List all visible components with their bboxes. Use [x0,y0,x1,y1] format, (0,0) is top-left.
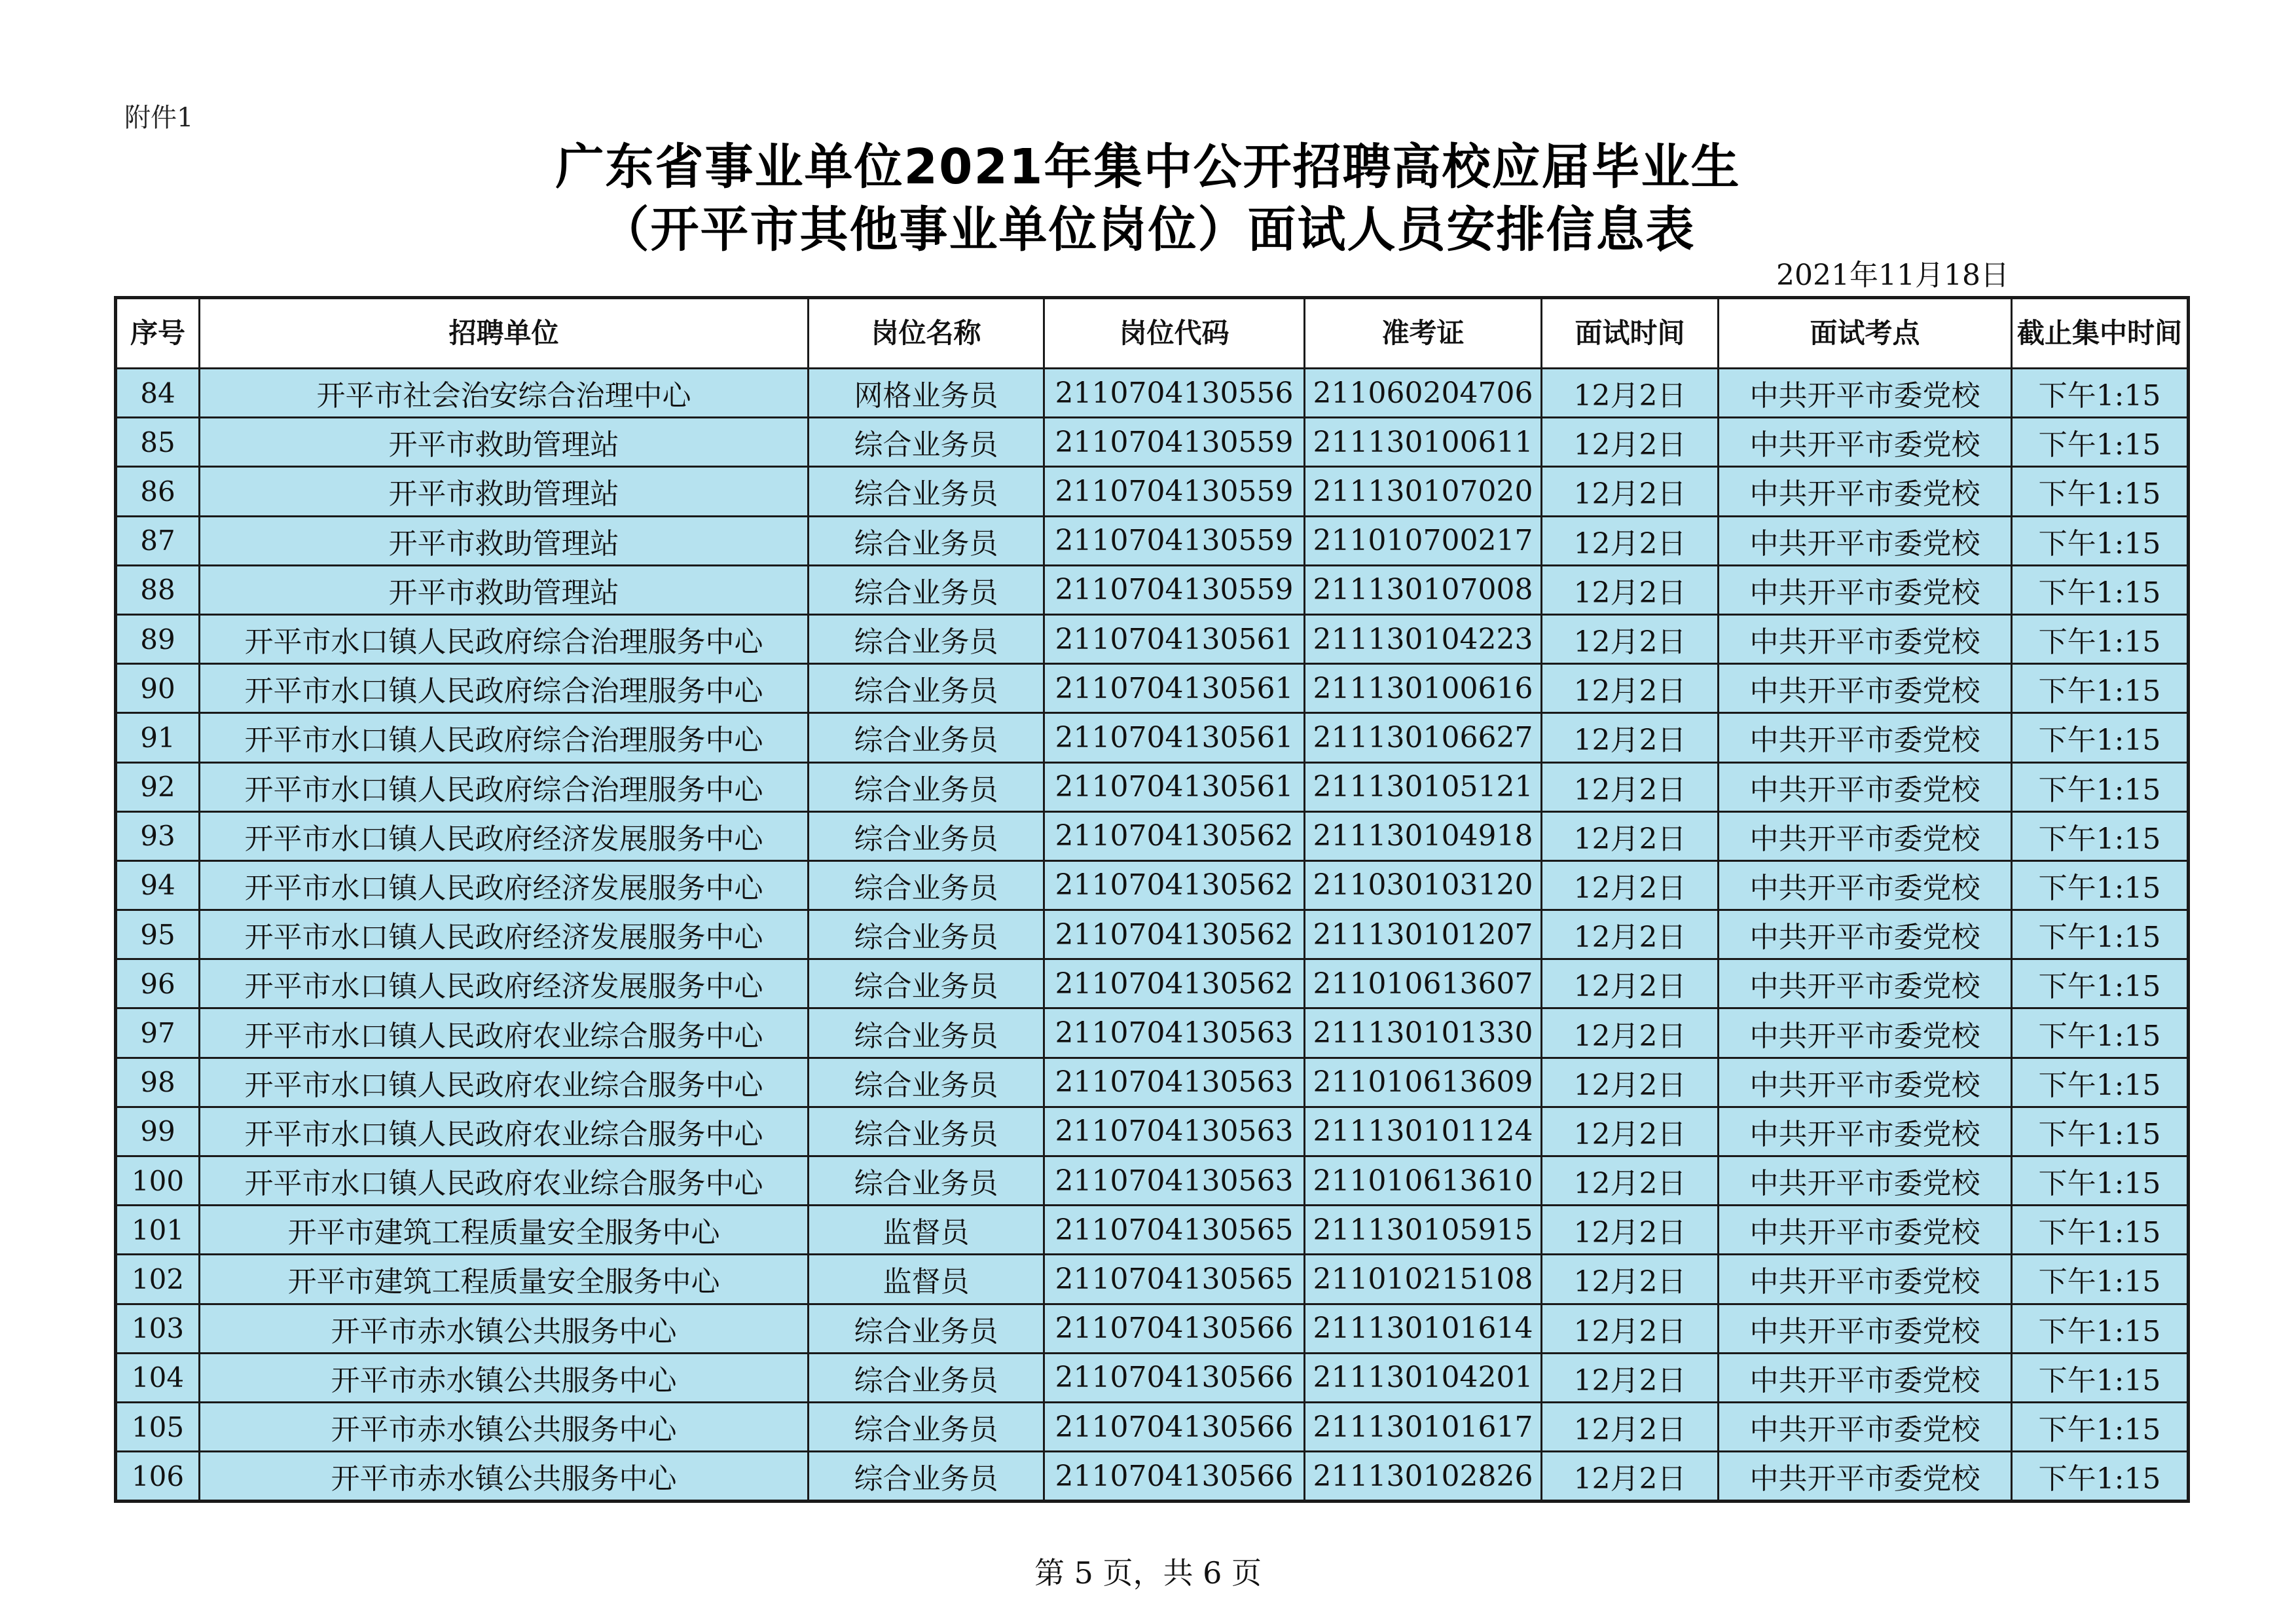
cell-admission-ticket: 211130106627 [1305,713,1542,762]
cell-admission-ticket: 211130101124 [1305,1107,1542,1156]
cell-seq: 103 [116,1304,200,1353]
cell-interview-time: 12月2日 [1542,762,1719,811]
cell-interview-time: 12月2日 [1542,1402,1719,1451]
cell-admission-ticket: 211130101330 [1305,1008,1542,1058]
cell-unit: 开平市水口镇人民政府农业综合服务中心 [200,1058,809,1107]
table-row [116,1452,2189,1502]
cell-interview-time: 12月2日 [1542,1255,1719,1304]
cell-seq: 91 [116,713,200,762]
cell-seq: 89 [116,614,200,663]
cell-unit: 开平市水口镇人民政府经济发展服务中心 [200,860,809,910]
cell-position-code: 2110704130559 [1044,418,1305,467]
cell-seq: 98 [116,1058,200,1107]
cell-interview-time: 12月2日 [1542,1156,1719,1206]
cell-interview-time: 12月2日 [1542,860,1719,910]
cell-position-name: 综合业务员 [809,1008,1044,1058]
cell-unit: 开平市社会治安综合治理中心 [200,369,809,418]
cell-admission-ticket: 211010215108 [1305,1255,1542,1304]
cell-interview-venue: 中共开平市委党校 [1719,1353,2012,1402]
document-date: 2021年11月18日 [1776,259,2009,292]
cell-unit: 开平市水口镇人民政府综合治理服务中心 [200,713,809,762]
cell-deadline: 下午1:15 [2012,1206,2189,1255]
cell-seq: 96 [116,959,200,1008]
cell-interview-venue: 中共开平市委党校 [1719,959,2012,1008]
cell-unit: 开平市水口镇人民政府农业综合服务中心 [200,1008,809,1058]
cell-interview-venue: 中共开平市委党校 [1719,369,2012,418]
table-row [116,369,2189,418]
cell-position-code: 2110704130566 [1044,1304,1305,1353]
table-row [116,1304,2189,1353]
header-position-code: 岗位代码 [1044,298,1305,369]
cell-seq: 94 [116,860,200,910]
cell-deadline: 下午1:15 [2012,418,2189,467]
cell-position-name: 综合业务员 [809,762,1044,811]
cell-deadline: 下午1:15 [2012,614,2189,663]
cell-seq: 100 [116,1156,200,1206]
cell-position-code: 2110704130566 [1044,1402,1305,1451]
cell-admission-ticket: 211130104201 [1305,1353,1542,1402]
cell-position-name: 综合业务员 [809,418,1044,467]
cell-interview-venue: 中共开平市委党校 [1719,1156,2012,1206]
cell-interview-time: 12月2日 [1542,811,1719,860]
table-row [116,860,2189,910]
cell-unit: 开平市水口镇人民政府农业综合服务中心 [200,1156,809,1206]
cell-unit: 开平市建筑工程质量安全服务中心 [200,1206,809,1255]
cell-interview-time: 12月2日 [1542,1452,1719,1502]
table-row [116,1353,2189,1402]
cell-unit: 开平市水口镇人民政府经济发展服务中心 [200,959,809,1008]
cell-admission-ticket: 211010613609 [1305,1058,1542,1107]
cell-admission-ticket: 211130101614 [1305,1304,1542,1353]
interview-schedule-table [114,296,2187,1503]
table-row [116,1058,2189,1107]
cell-position-name: 综合业务员 [809,516,1044,565]
cell-seq: 88 [116,565,200,614]
cell-position-name: 综合业务员 [809,1156,1044,1206]
table-row [116,467,2189,516]
cell-deadline: 下午1:15 [2012,860,2189,910]
cell-interview-time: 12月2日 [1542,516,1719,565]
cell-position-code: 2110704130561 [1044,713,1305,762]
cell-position-code: 2110704130562 [1044,860,1305,910]
cell-unit: 开平市水口镇人民政府经济发展服务中心 [200,811,809,860]
header-position-name: 岗位名称 [809,298,1044,369]
document-title-line1: 广东省事业单位2021年集中公开招聘高校应届毕业生 [555,139,1741,195]
cell-interview-venue: 中共开平市委党校 [1719,1304,2012,1353]
cell-admission-ticket: 211130104223 [1305,614,1542,663]
cell-seq: 93 [116,811,200,860]
cell-deadline: 下午1:15 [2012,910,2189,959]
cell-position-code: 2110704130565 [1044,1255,1305,1304]
table-row [116,1156,2189,1206]
cell-position-name: 监督员 [809,1206,1044,1255]
cell-position-code: 2110704130561 [1044,762,1305,811]
cell-position-name: 综合业务员 [809,959,1044,1008]
cell-seq: 92 [116,762,200,811]
cell-admission-ticket: 211010700217 [1305,516,1542,565]
cell-seq: 99 [116,1107,200,1156]
cell-seq: 95 [116,910,200,959]
cell-interview-venue: 中共开平市委党校 [1719,811,2012,860]
cell-deadline: 下午1:15 [2012,369,2189,418]
cell-interview-venue: 中共开平市委党校 [1719,1008,2012,1058]
cell-interview-venue: 中共开平市委党校 [1719,762,2012,811]
cell-unit: 开平市水口镇人民政府综合治理服务中心 [200,614,809,663]
document-title-line2: （开平市其他事业单位岗位）面试人员安排信息表 [600,202,1696,258]
cell-seq: 84 [116,369,200,418]
cell-seq: 104 [116,1353,200,1402]
cell-seq: 97 [116,1008,200,1058]
cell-unit: 开平市救助管理站 [200,565,809,614]
cell-position-name: 网格业务员 [809,369,1044,418]
cell-unit: 开平市救助管理站 [200,516,809,565]
table-row [116,418,2189,467]
cell-position-name: 综合业务员 [809,1058,1044,1107]
cell-deadline: 下午1:15 [2012,1353,2189,1402]
cell-admission-ticket: 211010613610 [1305,1156,1542,1206]
cell-position-code: 2110704130565 [1044,1206,1305,1255]
table-row [116,1255,2189,1304]
page-footer: 第 5 页，共 6 页 [1034,1555,1262,1591]
cell-interview-venue: 中共开平市委党校 [1719,516,2012,565]
header-deadline: 截止集中时间 [2012,298,2189,369]
cell-position-code: 2110704130559 [1044,516,1305,565]
cell-deadline: 下午1:15 [2012,664,2189,713]
cell-admission-ticket: 211010613607 [1305,959,1542,1008]
cell-position-code: 2110704130559 [1044,565,1305,614]
table-body [116,369,2189,1502]
cell-position-code: 2110704130562 [1044,811,1305,860]
cell-position-name: 综合业务员 [809,1452,1044,1502]
cell-admission-ticket: 211030103120 [1305,860,1542,910]
table-row [116,1008,2189,1058]
header-admission-ticket: 准考证 [1305,298,1542,369]
cell-interview-venue: 中共开平市委党校 [1719,467,2012,516]
cell-position-name: 监督员 [809,1255,1044,1304]
cell-position-code: 2110704130566 [1044,1353,1305,1402]
cell-interview-venue: 中共开平市委党校 [1719,860,2012,910]
header-unit: 招聘单位 [200,298,809,369]
cell-interview-time: 12月2日 [1542,369,1719,418]
table-row [116,614,2189,663]
table-row [116,762,2189,811]
cell-interview-venue: 中共开平市委党校 [1719,1452,2012,1502]
cell-position-name: 综合业务员 [809,910,1044,959]
cell-interview-time: 12月2日 [1542,614,1719,663]
cell-position-name: 综合业务员 [809,1402,1044,1451]
cell-position-code: 2110704130561 [1044,614,1305,663]
cell-interview-time: 12月2日 [1542,467,1719,516]
cell-seq: 106 [116,1452,200,1502]
cell-position-name: 综合业务员 [809,860,1044,910]
table-row [116,1206,2189,1255]
cell-admission-ticket: 211130105121 [1305,762,1542,811]
cell-deadline: 下午1:15 [2012,1304,2189,1353]
cell-interview-venue: 中共开平市委党校 [1719,565,2012,614]
cell-deadline: 下午1:15 [2012,467,2189,516]
cell-admission-ticket: 211130101617 [1305,1402,1542,1451]
table-row [116,1107,2189,1156]
table-header-row [116,298,2189,369]
cell-deadline: 下午1:15 [2012,1255,2189,1304]
cell-interview-venue: 中共开平市委党校 [1719,1255,2012,1304]
cell-unit: 开平市赤水镇公共服务中心 [200,1353,809,1402]
cell-unit: 开平市水口镇人民政府综合治理服务中心 [200,664,809,713]
cell-position-name: 综合业务员 [809,664,1044,713]
cell-position-code: 2110704130563 [1044,1058,1305,1107]
cell-deadline: 下午1:15 [2012,1156,2189,1206]
cell-seq: 86 [116,467,200,516]
table-row [116,959,2189,1008]
cell-position-code: 2110704130562 [1044,910,1305,959]
cell-interview-venue: 中共开平市委党校 [1719,614,2012,663]
cell-position-code: 2110704130563 [1044,1107,1305,1156]
cell-interview-time: 12月2日 [1542,418,1719,467]
table-row [116,1402,2189,1451]
cell-deadline: 下午1:15 [2012,565,2189,614]
cell-admission-ticket: 211130101207 [1305,910,1542,959]
cell-interview-time: 12月2日 [1542,1304,1719,1353]
cell-interview-venue: 中共开平市委党校 [1719,1402,2012,1451]
attachment-label: 附件1 [124,103,194,133]
cell-interview-time: 12月2日 [1542,1206,1719,1255]
cell-position-name: 综合业务员 [809,467,1044,516]
cell-unit: 开平市救助管理站 [200,418,809,467]
cell-position-name: 综合业务员 [809,1304,1044,1353]
cell-position-code: 2110704130563 [1044,1156,1305,1206]
cell-admission-ticket: 211060204706 [1305,369,1542,418]
table-row [116,664,2189,713]
cell-interview-venue: 中共开平市委党校 [1719,910,2012,959]
cell-interview-time: 12月2日 [1542,910,1719,959]
header-interview-time: 面试时间 [1542,298,1719,369]
cell-position-code: 2110704130556 [1044,369,1305,418]
cell-position-code: 2110704130563 [1044,1008,1305,1058]
cell-position-code: 2110704130566 [1044,1452,1305,1502]
table-row [116,811,2189,860]
cell-deadline: 下午1:15 [2012,1402,2189,1451]
cell-deadline: 下午1:15 [2012,1008,2189,1058]
cell-deadline: 下午1:15 [2012,516,2189,565]
cell-interview-venue: 中共开平市委党校 [1719,664,2012,713]
cell-unit: 开平市建筑工程质量安全服务中心 [200,1255,809,1304]
cell-position-code: 2110704130561 [1044,664,1305,713]
cell-seq: 87 [116,516,200,565]
cell-seq: 85 [116,418,200,467]
cell-seq: 105 [116,1402,200,1451]
cell-deadline: 下午1:15 [2012,1058,2189,1107]
cell-interview-venue: 中共开平市委党校 [1719,1206,2012,1255]
cell-unit: 开平市赤水镇公共服务中心 [200,1304,809,1353]
cell-seq: 90 [116,664,200,713]
table-row [116,516,2189,565]
cell-interview-time: 12月2日 [1542,959,1719,1008]
cell-interview-time: 12月2日 [1542,1008,1719,1058]
cell-deadline: 下午1:15 [2012,959,2189,1008]
cell-deadline: 下午1:15 [2012,811,2189,860]
cell-deadline: 下午1:15 [2012,762,2189,811]
table-row [116,713,2189,762]
cell-admission-ticket: 211130102826 [1305,1452,1542,1502]
cell-unit: 开平市赤水镇公共服务中心 [200,1452,809,1502]
cell-admission-ticket: 211130105915 [1305,1206,1542,1255]
cell-interview-venue: 中共开平市委党校 [1719,1058,2012,1107]
cell-admission-ticket: 211130100616 [1305,664,1542,713]
cell-interview-time: 12月2日 [1542,1058,1719,1107]
cell-position-name: 综合业务员 [809,565,1044,614]
cell-unit: 开平市水口镇人民政府综合治理服务中心 [200,762,809,811]
cell-deadline: 下午1:15 [2012,1452,2189,1502]
cell-interview-time: 12月2日 [1542,1107,1719,1156]
cell-admission-ticket: 211130107020 [1305,467,1542,516]
header-interview-venue: 面试考点 [1719,298,2012,369]
table-row [116,565,2189,614]
cell-seq: 101 [116,1206,200,1255]
cell-admission-ticket: 211130100611 [1305,418,1542,467]
cell-position-name: 综合业务员 [809,1353,1044,1402]
cell-unit: 开平市水口镇人民政府农业综合服务中心 [200,1107,809,1156]
cell-interview-time: 12月2日 [1542,664,1719,713]
cell-admission-ticket: 211130104918 [1305,811,1542,860]
cell-position-code: 2110704130562 [1044,959,1305,1008]
header-seq: 序号 [116,298,200,369]
cell-deadline: 下午1:15 [2012,713,2189,762]
cell-unit: 开平市水口镇人民政府经济发展服务中心 [200,910,809,959]
table-row [116,910,2189,959]
cell-interview-venue: 中共开平市委党校 [1719,713,2012,762]
cell-position-name: 综合业务员 [809,811,1044,860]
cell-admission-ticket: 211130107008 [1305,565,1542,614]
cell-interview-time: 12月2日 [1542,713,1719,762]
cell-deadline: 下午1:15 [2012,1107,2189,1156]
cell-interview-venue: 中共开平市委党校 [1719,418,2012,467]
cell-unit: 开平市救助管理站 [200,467,809,516]
cell-seq: 102 [116,1255,200,1304]
cell-position-name: 综合业务员 [809,713,1044,762]
cell-interview-time: 12月2日 [1542,1353,1719,1402]
cell-position-code: 2110704130559 [1044,467,1305,516]
cell-unit: 开平市赤水镇公共服务中心 [200,1402,809,1451]
cell-interview-time: 12月2日 [1542,565,1719,614]
cell-position-name: 综合业务员 [809,1107,1044,1156]
cell-interview-venue: 中共开平市委党校 [1719,1107,2012,1156]
cell-position-name: 综合业务员 [809,614,1044,663]
